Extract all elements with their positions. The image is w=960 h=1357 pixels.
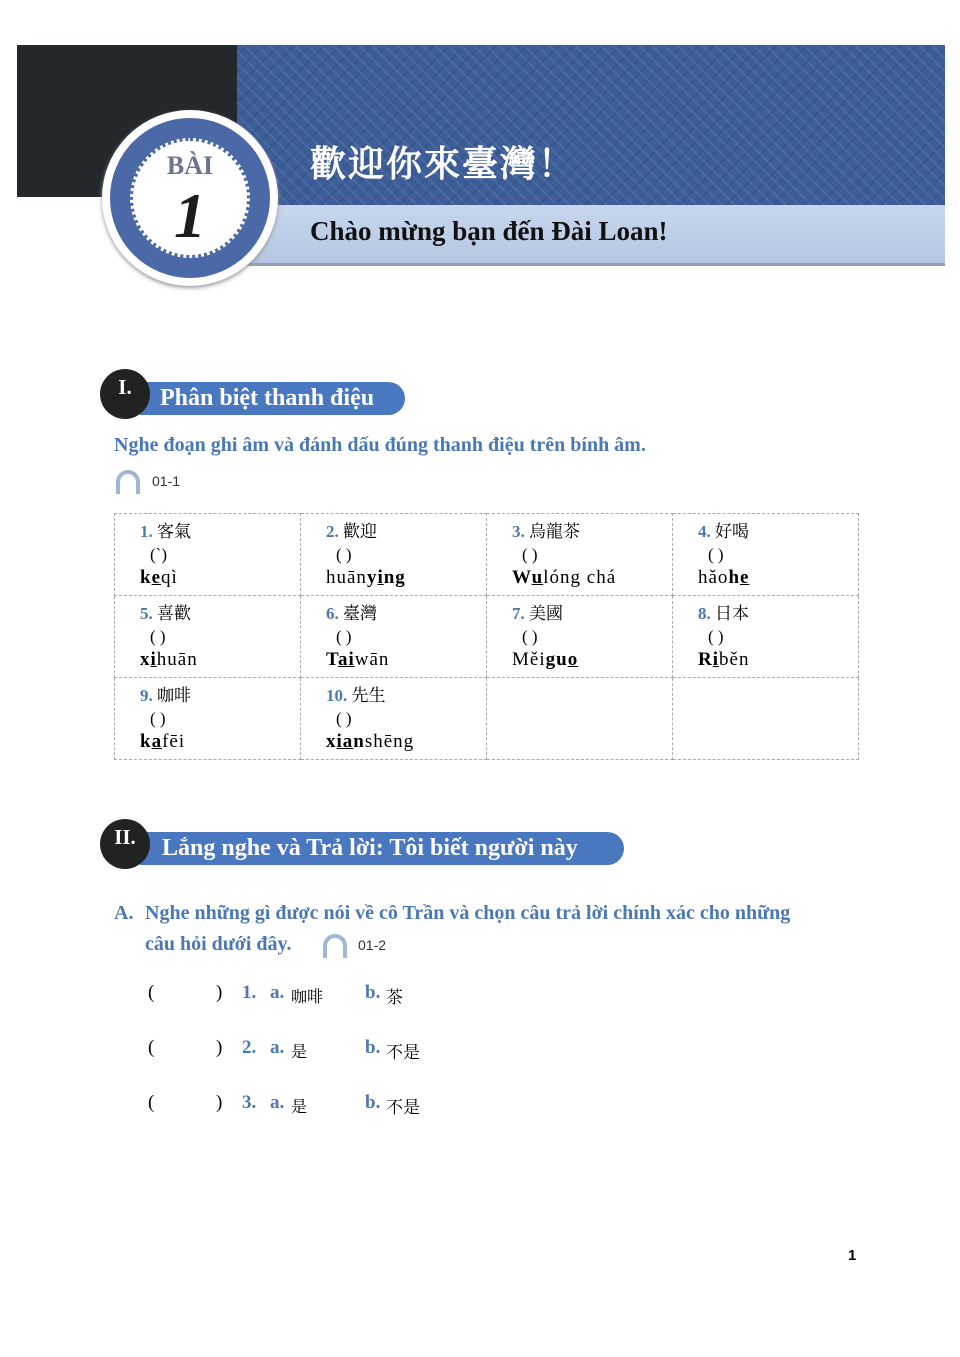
item-hanzi: 客氣 [157, 522, 191, 541]
pinyin-segment: qì [161, 567, 178, 588]
pinyin-segment: R [698, 649, 713, 670]
section1-numeral: I. [100, 369, 150, 419]
pinyin-segment: y [366, 567, 378, 588]
answer-close-paren[interactable]: ) [216, 1092, 223, 1113]
option-b[interactable]: 不是 [386, 1098, 420, 1117]
pinyin-segment: i [377, 567, 384, 588]
partA-instruction-line2: câu hỏi dưới đây. [145, 933, 292, 955]
option-b-label: b. [365, 1092, 381, 1113]
option-a-label: a. [270, 1092, 285, 1113]
lesson-title-vietnamese: Chào mừng bạn đến Đài Loan! [310, 216, 668, 246]
section1-title: Phân biệt thanh điệu [140, 382, 405, 415]
exercise-cell [673, 514, 859, 596]
item-pinyin [512, 566, 672, 589]
exercise-cell [487, 514, 673, 596]
section2-title: Lắng nghe và Trả lời: Tôi biết người này [140, 832, 624, 865]
partA-label: A. [114, 902, 134, 924]
lesson-label: BÀI [166, 151, 214, 180]
option-a[interactable]: 咖啡 [291, 989, 324, 1006]
pinyin-segment: h [728, 567, 741, 588]
pinyin-segment: běn [719, 649, 750, 670]
option-a[interactable]: 是 [291, 1044, 308, 1061]
table-row [115, 678, 859, 760]
pinyin-segment: ia [336, 731, 354, 752]
pinyin-segment: o [567, 649, 579, 670]
option-a-label: a. [270, 1037, 285, 1058]
pinyin-segment: W [512, 567, 532, 588]
exercise-cell [115, 678, 301, 760]
pinyin-segment: lóng chá [543, 567, 617, 588]
question-number: 1. [242, 982, 257, 1003]
item-hanzi: 臺灣 [343, 604, 377, 623]
partA-instruction-line1: Nghe những gì được nói về cô Trần và chọn câu trả lời chính xác cho những [145, 902, 791, 924]
item-hanzi: 先生 [351, 686, 386, 705]
tone-answer-blank[interactable]: ( ) [336, 627, 352, 646]
item-pinyin [698, 648, 858, 671]
track-number: 01-1 [152, 473, 181, 489]
exercise-cell [673, 678, 859, 760]
page-number: 1 [848, 1247, 857, 1264]
pinyin-segment: hǎo [698, 567, 729, 588]
item-hanzi: 好喝 [715, 522, 749, 541]
answer-open-paren[interactable]: ( [148, 1092, 155, 1113]
tone-answer-blank[interactable]: ( ) [150, 627, 166, 646]
item-number: 5. [140, 604, 153, 623]
item-pinyin [140, 566, 300, 589]
tone-answer-blank[interactable]: ( ) [150, 709, 166, 728]
item-pinyin [512, 648, 672, 671]
option-a[interactable]: 是 [291, 1099, 308, 1116]
item-hanzi: 日本 [715, 604, 749, 623]
item-number: 8. [698, 604, 711, 623]
exercise-cell [301, 596, 487, 678]
question-number: 3. [242, 1092, 257, 1113]
pinyin-segment: n [353, 731, 365, 752]
option-b[interactable]: 不是 [386, 1043, 420, 1062]
lesson-title-chinese: 歡迎你來臺灣！ [310, 144, 577, 184]
tone-answer-blank[interactable]: ( ) [336, 709, 352, 728]
pinyin-segment: huān [156, 649, 198, 670]
headphones-icon[interactable] [323, 934, 347, 958]
exercise-cell [487, 678, 673, 760]
lesson-number: 1 [174, 180, 206, 251]
item-hanzi: 喜歡 [157, 604, 191, 623]
track-number: 01-2 [358, 937, 387, 953]
item-number: 3. [512, 522, 525, 541]
exercise-cell [487, 596, 673, 678]
pinyin-segment: T [326, 649, 338, 670]
item-pinyin [698, 566, 858, 589]
pinyin-segment: e [151, 567, 162, 588]
headphones-icon[interactable] [116, 470, 140, 494]
pinyin-segment: i [712, 649, 720, 670]
item-number: 1. [140, 522, 153, 541]
pinyin-segment: e [740, 567, 750, 588]
tone-answer-blank[interactable]: (ˋ) [150, 545, 167, 564]
option-b[interactable]: 茶 [386, 988, 403, 1007]
tone-answer-blank[interactable]: ( ) [522, 627, 538, 646]
question-number: 2. [242, 1037, 257, 1058]
item-pinyin [326, 730, 486, 753]
item-pinyin [140, 648, 300, 671]
item-hanzi: 烏龍茶 [529, 522, 580, 541]
exercise-cell [673, 596, 859, 678]
answer-open-paren[interactable]: ( [148, 982, 155, 1003]
item-number: 10. [326, 686, 348, 705]
item-number: 6. [326, 604, 339, 623]
option-b-label: b. [365, 1037, 381, 1058]
tone-answer-blank[interactable]: ( ) [336, 545, 352, 564]
item-pinyin [326, 566, 486, 589]
item-pinyin [326, 648, 486, 671]
answer-close-paren[interactable]: ) [216, 982, 223, 1003]
pinyin-segment: gu [545, 649, 568, 670]
table-row [115, 596, 859, 678]
tone-exercise-table [114, 513, 859, 760]
pinyin-segment: u [531, 567, 544, 588]
pinyin-segment: shēng [364, 731, 415, 752]
pinyin-segment: k [140, 731, 152, 752]
exercise-cell [115, 596, 301, 678]
item-number: 4. [698, 522, 711, 541]
answer-open-paren[interactable]: ( [148, 1037, 155, 1058]
tone-answer-blank[interactable]: ( ) [522, 545, 538, 564]
pinyin-segment: ai [337, 649, 355, 670]
item-hanzi: 美國 [529, 604, 563, 623]
item-pinyin [140, 730, 300, 753]
tone-answer-blank[interactable]: ( ) [708, 627, 724, 646]
exercise-cell [115, 514, 301, 596]
section2-numeral: II. [100, 819, 150, 869]
pinyin-segment: huān [326, 567, 367, 588]
pinyin-segment: k [140, 567, 152, 588]
item-number: 2. [326, 522, 339, 541]
item-number: 7. [512, 604, 525, 623]
pinyin-segment: a [151, 731, 163, 752]
pinyin-segment: Měi [512, 649, 546, 670]
pinyin-segment: x [140, 649, 151, 670]
tone-answer-blank[interactable]: ( ) [708, 545, 724, 564]
answer-close-paren[interactable]: ) [216, 1037, 223, 1058]
exercise-cell [301, 514, 487, 596]
pinyin-segment: ng [383, 567, 406, 588]
pinyin-segment: i [150, 649, 157, 670]
section1-instruction: Nghe đoạn ghi âm và đánh dấu đúng thanh điệu trên bính âm. [114, 434, 646, 456]
pinyin-segment: x [326, 731, 337, 752]
item-hanzi: 咖啡 [157, 686, 191, 705]
item-number: 9. [140, 686, 153, 705]
pinyin-segment: fēi [162, 731, 186, 752]
option-a-label: a. [270, 982, 285, 1003]
lesson-badge [102, 110, 278, 286]
pinyin-segment: wān [354, 649, 390, 670]
option-b-label: b. [365, 982, 381, 1003]
table-row [115, 514, 859, 596]
item-hanzi: 歡迎 [343, 522, 377, 541]
exercise-cell [301, 678, 487, 760]
